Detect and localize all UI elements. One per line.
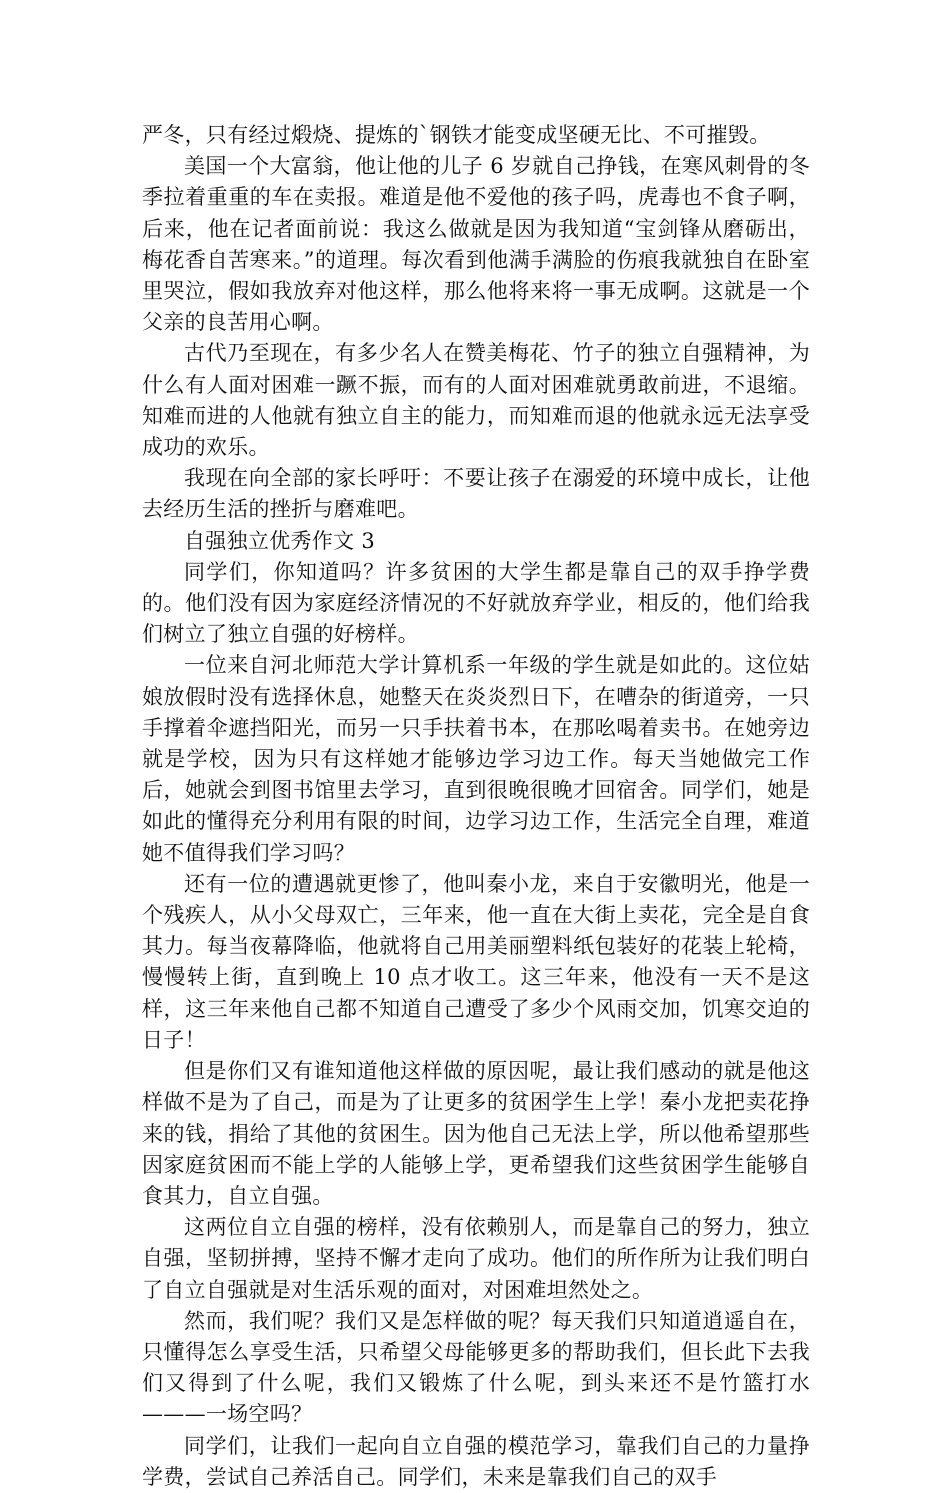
paragraph: 古代乃至现在，有多少名人在赞美梅花、竹子的独立自强精神，为什么有人面对困难一蹶不振，而有的人面对困难就勇敢前进，不退缩。知难而进的人他就有独立自主的能力，而知难而退的他就永远无法享受成功的欢乐。 — [142, 341, 810, 460]
document-body — [142, 120, 810, 1493]
paragraph: 还有一位的遭遇就更惨了，他叫秦小龙，来自于安徽明光，他是一个残疾人，从小父母双亡，三年来，他一直在大街上卖花，完全是自食其力。每当夜幕降临，他就将自己用美丽塑料纸包装好的花装上轮椅，慢慢转上街，直到晚上 10 点才收工。这三年来，他没有一天不是这样，这三年来他自己都不知道自己遭受了多少个风雨交加，饥寒交迫的日子！ — [142, 871, 810, 1052]
paragraph: 严冬，只有经过煅烧、提炼的`钢铁才能变成坚硬无比、不可摧毁。 — [142, 123, 771, 147]
paragraph: 一位来自河北师范大学计算机系一年级的学生就是如此的。这位姑娘放假时没有选择休息，她整天在炎炎烈日下，在嘈杂的街道旁，一只手撑着伞遮挡阳光，而另一只手扶着书本，在那吆喝着卖书。在她旁边就是学校，因为只有这样她才能够边学习边工作。每天当她做完工作后，她就会到图书馆里去学习，直到很晚很晚才回宿舍。同学们，她是如此的懂得充分利用有限的时间，边学习边工作，生活完全自理，难道她不值得我们学习吗？ — [142, 653, 810, 865]
paragraph: 但是你们又有谁知道他这样做的原因呢，最让我们感动的就是他这样做不是为了自己，而是为了让更多的贫困学生上学！秦小龙把卖花挣来的钱，捐给了其他的贫困生。因为他自己无法上学，所以他希望那些因家庭贫困而不能上学的人能够上学，更希望我们这些贫困学生能够自食其力，自立自强。 — [142, 1059, 810, 1208]
section-heading: 自强独立优秀作文 3 — [184, 528, 376, 553]
paragraph: 美国一个大富翁，他让他的儿子 6 岁就自己挣钱，在寒风刺骨的冬季拉着重重的车在卖报。难道是他不爱他的孩子吗，虎毒也不食子啊，后来，他在记者面前说：我这么做就是因为我知道“宝剑锋从磨砺出，梅花香自苦寒来。”的道理。每次看到他满手满脸的伤痕我就独自在卧室里哭泣，假如我放弃对他这样，那么他将来将一事无成啊。这就是一个父亲的良苦用心啊。 — [142, 154, 810, 335]
paragraph: 我现在向全部的家长呼吁：不要让孩子在溺爱的环境中成长，让他去经历生活的挫折与磨难吧。 — [142, 466, 810, 522]
paragraph: 这两位自立自强的榜样，没有依赖别人，而是靠自己的努力，独立自强，坚韧拼搏，坚持不懈才走向了成功。他们的所作所为让我们明白了自立自强就是对生活乐观的面对，对困难坦然处之。 — [142, 1215, 810, 1302]
paragraph: 然而，我们呢？我们又是怎样做的呢？每天我们只知道逍遥自在，只懂得怎么享受生活，只希望父母能够更多的帮助我们，但长此下去我们又得到了什么呢，我们又锻炼了什么呢，到头来还不是竹篮打水———一场空吗？ — [142, 1308, 810, 1427]
paragraph: 同学们，让我们一起向自立自强的模范学习，靠我们自己的力量挣学费，尝试自己养活自己。同学们，未来是靠我们自己的双手 — [142, 1433, 810, 1489]
paragraph: 同学们，你知道吗？许多贫困的大学生都是靠自己的双手挣学费的。他们没有因为家庭经济情况的不好就放弃学业，相反的，他们给我们树立了独立自强的好榜样。 — [142, 559, 810, 647]
